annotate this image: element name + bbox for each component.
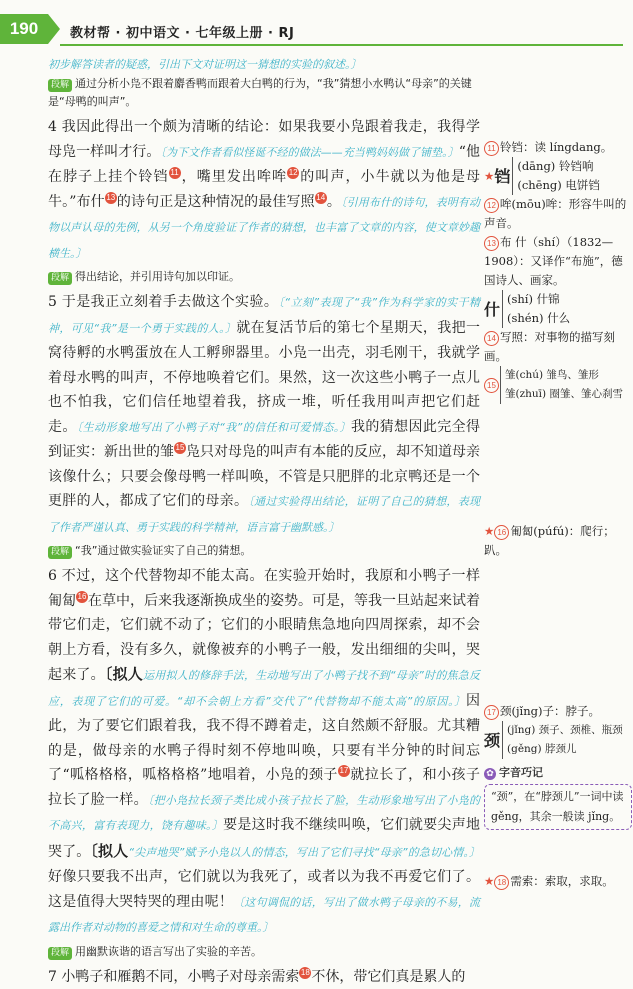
footnote-marker: 12 (287, 167, 299, 179)
footnote-marker: 11 (169, 167, 181, 179)
para-text: 因此，为了要它们跟着我，我不得不蹲着走，这自然颇不舒服。尤其糟的是，做母亲的水鸭子得时刻不停地叫唤，只要有半分钟的时间忘了“呱格格格，呱格格格”地唱着，小凫的颈子 (48, 693, 480, 784)
note-text: 需索：索取，求取。 (510, 874, 614, 888)
reading: (gěng) 脖颈儿 (507, 740, 623, 759)
footnote-marker: 18 (299, 967, 311, 979)
polyphone-char: 颈 (484, 731, 500, 750)
duan-note-2 (48, 268, 480, 286)
reading: (dāng) 铃铛响 (517, 157, 600, 176)
reading: (shí) 什锦 (507, 290, 570, 309)
annotation: 〔把小凫拉长颈子类比成小孩子拉长了脸，生动形象地写出了小凫的不高兴，富有表现力，饶有趣味。〕 (48, 794, 480, 833)
paragraph-7 (48, 965, 480, 989)
note-15 (484, 366, 632, 404)
para-text: “他在脖子上挂个铃铛 (48, 144, 480, 186)
para-text: 不休，带它们真是累人的 (311, 969, 465, 985)
note-shi (484, 290, 632, 328)
note-11 (484, 138, 632, 157)
paragraph-4 (48, 115, 480, 266)
note-12 (484, 195, 632, 233)
note-text: 哞(mōu)哞：形容牛叫的声音。 (484, 197, 626, 230)
reading: 雏(zhuī) 圈雏、雏心刹雪 (505, 385, 623, 404)
duan-text: “我”通过做实验证实了自己的猜想。 (75, 544, 251, 557)
note-text: 匍匐(púfú)：爬行；趴。 (484, 524, 615, 557)
polyphone-char: 什 (484, 300, 500, 319)
reading: (chēng) 电饼铛 (517, 176, 600, 195)
annotation: 〔“立刻”表现了“我”作为科学家的实干精神，可见“我”是一个勇于实践的人。〕 (48, 296, 480, 335)
duan-badge: 段解 (48, 79, 72, 92)
duan-note-3 (48, 542, 480, 560)
technique-label: 〔拟人 (105, 665, 143, 683)
paragraph-6 (48, 564, 480, 941)
star-icon: ★ (484, 874, 494, 888)
para-text: 的诗句正是这种情况的最佳写照 (117, 194, 315, 210)
para-text: 在草中，后来我逐渐换成坐的姿势。可是，等我一旦站起来试着带它们走，它们就不动了；它们的小眼睛焦急地向四周探索，却不会朝上方看，没有多久，就像被弃的小鸭子一般，发出细细的尖叫，哭起来了。 (48, 593, 480, 684)
header-rule (60, 44, 623, 46)
para-text: 的叫声，小牛就以为他是母牛。”布什 (48, 169, 480, 210)
note-18 (484, 872, 632, 891)
technique-label: 〔拟人 (90, 842, 128, 860)
page-header (0, 0, 633, 40)
annotation: 〔通过实验得出结论，证明了自己的猜想，表现了作者严谨认真、勇于实践的科学精神，语言富于幽默感。〕 (48, 495, 480, 534)
annotation: 〔生动形象地写出了小鸭子对“我”的信任和可爱情态。〕 (77, 421, 351, 434)
polyphone-readings (512, 157, 600, 195)
para-text: 6 不过，这个代替物却不能太高。在实验开始时，我原和小鸭子一样匍匐 (48, 568, 480, 609)
duan-text: 用幽默诙谐的语言写出了实验的辛苦。 (75, 945, 262, 958)
note-number: 13 (484, 236, 499, 251)
note-text: 颈(jǐng)子：脖子。 (500, 704, 600, 718)
note-dang (484, 157, 632, 195)
polyphone-readings (502, 290, 570, 328)
note-number: 18 (494, 875, 509, 890)
duan-text: 得出结论，并引用诗句加以印证。 (75, 270, 240, 283)
footnote-marker: 14 (315, 192, 327, 204)
para-text: 。 (327, 194, 341, 210)
reading: 雏(chú) 雏鸟、雏形 (505, 366, 623, 385)
star-icon: ★ (484, 167, 494, 186)
book-title: 教材帮 · 初中语文 · 七年级上册 · RJ (70, 22, 294, 41)
annotation: 〔引用布什的诗句，表明有动物以声认母的先例，从另一个角度验证了作者的猜想，也丰富了文章的内容，使文章妙趣横生。〕 (48, 196, 480, 260)
sidebar-notes (484, 56, 632, 891)
footnote-marker: 13 (105, 192, 117, 204)
note-14 (484, 328, 632, 366)
note-13 (484, 233, 632, 290)
annotation: 〔为下文作者看似怪诞不经的做法——充当鸭妈妈做了铺垫。〕 (160, 146, 458, 159)
reading: (jǐng) 颈子、颈椎、瓶颈 (507, 721, 623, 740)
duan-badge: 段解 (48, 546, 72, 559)
polyphone-readings (502, 721, 623, 759)
page-number: 190 (0, 14, 48, 44)
para-text: 凫只对母凫的叫声有本能的反应，却不知道母亲该像什么；只要会像母鸭一样叫唤，不管是只肥胖的北京鸭还是一个更胖的人，都成了它们的母亲。 (48, 444, 480, 509)
note-text: 写照：对事物的描写刻画。 (484, 330, 615, 363)
tip-header (484, 763, 543, 782)
main-text (48, 56, 480, 989)
note-text: 布 什（shí）（1832—1908）：又译作“布施”，德国诗人、画家。 (484, 235, 623, 287)
reading: (shén) 什么 (507, 309, 570, 328)
para-text: 5 于是我正立刻着手去做这个实验。 (48, 294, 278, 310)
footnote-marker: 16 (76, 591, 88, 603)
annotation: “尖声地哭”赋予小凫以人的情态，写出了它们寻找“母亲”的急切心情。〕 (128, 846, 480, 859)
annotation: 运用拟人的修辞手法，生动地写出了小鸭子找不到“母亲”时的焦急反应，表现了它们的可爱。“却不会朝上方看”交代了“代替物却不能太高”的原因。〕 (48, 669, 480, 708)
para-text: 要是这时我不继续叫唤，它们就要尖声地哭了。 (48, 817, 480, 860)
note-jing (484, 721, 632, 759)
note-number: 12 (484, 198, 499, 213)
note-17 (484, 702, 632, 721)
polyphone-readings (500, 366, 623, 404)
para-text: ，嘴里发出哞哞 (181, 169, 288, 185)
tip-icon: ✿ (484, 768, 496, 780)
note-16 (484, 522, 632, 560)
para-text: 4 我因此得出一个颇为清晰的结论：如果我要小凫跟着我走，我得学母凫一样叫才行。 (48, 119, 480, 160)
footnote-marker: 15 (174, 442, 186, 454)
paragraph-5 (48, 290, 480, 540)
note-number: 14 (484, 331, 499, 346)
tip-title: 字音巧记 (499, 766, 543, 779)
note-number: 16 (494, 525, 509, 540)
note-text: 铃铛：读 língdang。 (500, 140, 612, 154)
note-number: 11 (484, 141, 499, 156)
annotation: 〔这句调侃的话，写出了做水鸭子母亲的不易，流露出作者对动物的喜爱之情和对生命的尊重。〕 (48, 896, 480, 935)
para-text: 就拉长了，和小孩子拉长了脸一样。 (48, 767, 480, 808)
polyphone-char: 铛 (494, 167, 510, 186)
duan-note-4 (48, 943, 480, 961)
note-number: 15 (484, 378, 499, 393)
duan-badge: 段解 (48, 947, 72, 960)
para-text: 就在复活节后的第七个星期天，我把一窝待孵的水鸭蛋放在人工孵卵器里。小凫一出壳，羽毛刚干，我就学着母水鸭的叫声，不停地唤着它们。果然，这一次这些小鸭子一点儿也不怕我，它们信任地望着我，挤成一堆，听任我用叫声把它们赶走。 (48, 320, 480, 435)
duan-text: 通过分析小凫不跟着麝香鸭而跟着大白鸭的行为，“我”猜想小水鸭认“母亲”的关键是“母鸭的叫声”。 (48, 77, 472, 108)
duan-badge: 段解 (48, 272, 72, 285)
note-number: 17 (484, 705, 499, 720)
para-text: 7 小鸭子和雁鹅不同，小鸭子对母亲需索 (48, 969, 299, 985)
para-text: 我的猜想因此完全得到证实：新出世的雏 (48, 419, 480, 461)
tip-box: “颈”，在“脖颈儿”一词中读 gěng，其余一般读 jǐng。 (484, 784, 632, 830)
top-note: 初步解答读者的疑惑，引出下文对证明这一猜想的实验的叙述。〕 (48, 56, 480, 73)
para-text: 好像只要我不出声，它们就以为我死了，或者以为我不再爱它们了。这是值得大哭特哭的理由呢！ (48, 869, 480, 910)
duan-note-1 (48, 75, 480, 111)
star-icon: ★ (484, 524, 494, 538)
footnote-marker: 17 (338, 765, 350, 777)
